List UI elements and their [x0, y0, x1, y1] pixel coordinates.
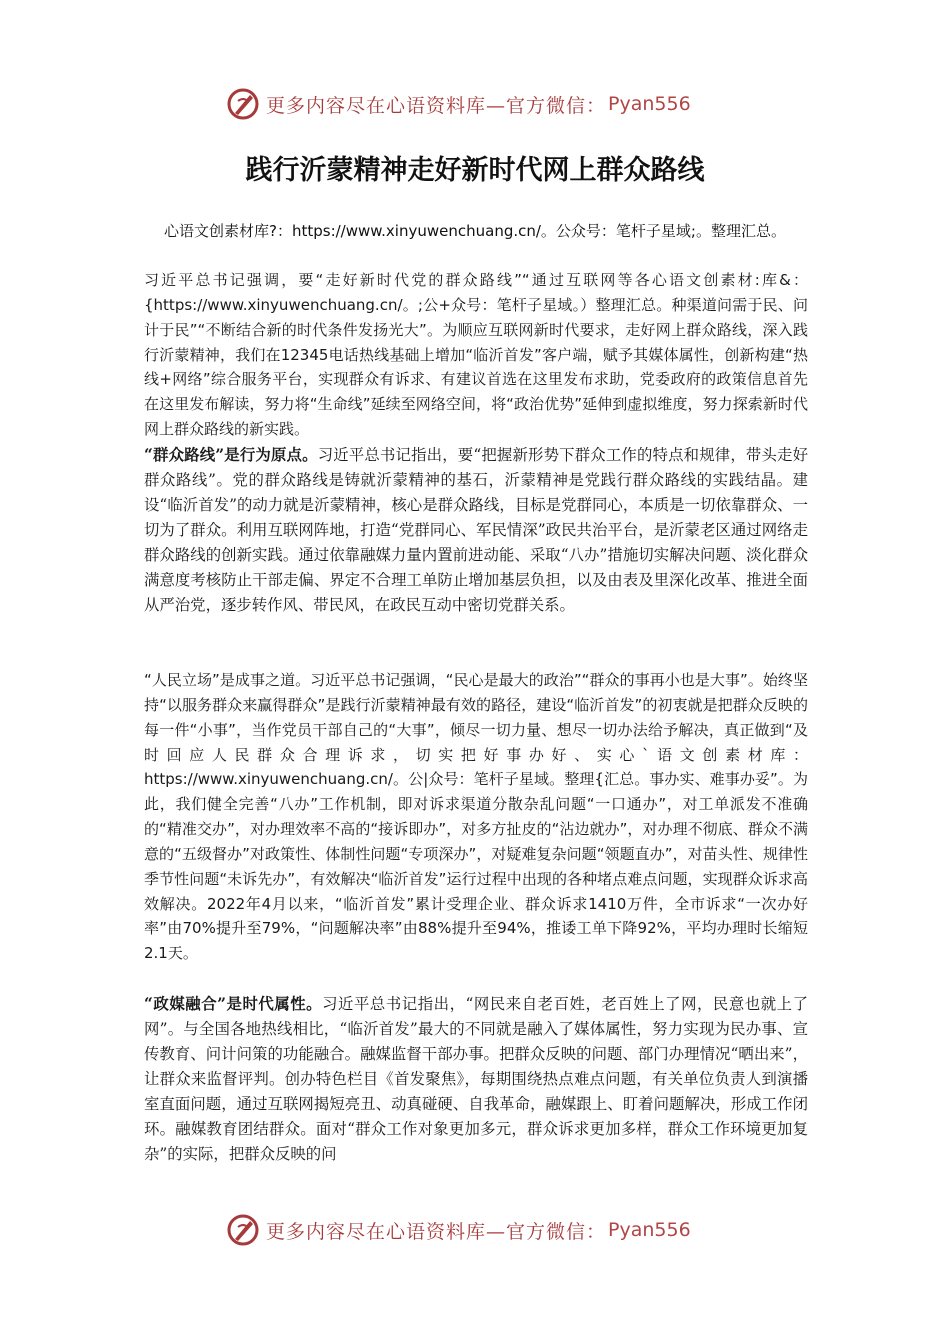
- source-line: 心语文创素材库?：https://www.xinyuwenchuang.cn/。公众号：笔杆子星域;。整理汇总。: [164, 222, 786, 240]
- page-title: 践行沂蒙精神走好新时代网上群众路线: [245, 155, 705, 186]
- paragraph-1: [144, 268, 808, 442]
- paragraph-4: [144, 992, 808, 1167]
- banner-text: 更多内容尽在心语资料库—官方微信：: [266, 94, 607, 117]
- paragraph-lead: “政媒融合”是时代属性。: [144, 995, 323, 1013]
- footer-banner: [226, 1210, 726, 1250]
- banner-text: 更多内容尽在心语资料库—官方微信：: [266, 1220, 607, 1243]
- banner-handle: Pyan556: [608, 1219, 691, 1241]
- paragraph-body: “人民立场”是成事之道。习近平总书记强调，“民心是最大的政治”“群众的事再小也是大事”。始终坚持“以服务群众来赢得群众”是践行沂蒙精神最有效的路径，建设“临沂首发”的初衷就是把群众反映的每一件“小事”，当作党员干部自己的“大事”，倾尽一切力量、想尽一切办法给予解决，真正做到“及时回应人民群众合理诉求，切实把好事办好、实心`语文创素材库：https://www.xinyuwenchuang.cn/。公|众号：笔杆子星域。整理{汇总。事办实、难事办妥”。为此，我们健全完善“八办”工作机制，即对诉求渠道分散杂乱问题“一口通办”，对工单派发不准确的“精准交办”，对办理效率不高的“接诉即办”，对多方扯皮的“沾边就办”，对办理不彻底、群众不满意的“五级督办”对政策性、体制性问题“专项深办”，对疑难复杂问题“领题直办”，对苗头性、规律性季节性问题“未诉先办”，有效解决“临沂首发”运行过程中出现的各种堵点难点问题，实现群众诉求高效解决。2022年4月以来，“临沂首发”累计受理企业、群众诉求1410万件，全市诉求“一次办好率”由70%提升至79%，“问题解决率”由88%提升至94%，推诿工单下降92%，平均办理时长缩短2.1天。: [144, 671, 808, 963]
- paragraph-lead: “群众路线”是行为原点。: [144, 446, 318, 464]
- paragraph-2: [144, 443, 808, 618]
- banner-handle: Pyan556: [608, 93, 691, 115]
- paragraph-body: 习近平总书记强调，要“走好新时代党的群众路线”“通过互联网等各心语文创素材:库&：{https://www.xinyuwenchuang.cn/。;公+众号：笔杆子星域。）整理汇总。种渠道问需于民、问计于民”“不断结合新的时代条件发扬光大”。为顺应互联网新时代要求，走好网上群众路线，深入践行沂蒙精神，我们在12345电话热线基础上增加“临沂首发”客户端，赋予其媒体属性，创新构建“热线+网络”综合服务平台，实现群众有诉求、有建议首选在这里发布求助，党委政府的政策信息首先在这里发布解读，努力将“生命线”延续至网络空间，将“政治优势”延伸到虚拟维度，努力探索新时代网上群众路线的新实践。: [144, 271, 808, 439]
- logo-icon: [226, 87, 260, 121]
- paragraph-body: 习近平总书记指出，“网民来自老百姓，老百姓上了网，民意也就上了网”。与全国各地热线相比，“临沂首发”最大的不同就是融入了媒体属性，努力实现为民办事、宣传教育、问计问策的功能融合。融媒监督干部办事。把群众反映的问题、部门办理情况“晒出来”，让群众来监督评判。创办特色栏目《首发聚焦》，每期围绕热点难点问题，有关单位负责人到演播室直面问题，通过互联网揭短亮丑、动真碰硬、自我革命，融媒跟上、盯着问题解决，形成工作闭环。融媒教育团结群众。面对“群众工作对象更加多元，群众诉求更加多样，群众工作环境更加复杂”的实际，把群众反映的问: [144, 995, 808, 1163]
- logo-icon: [226, 1213, 260, 1247]
- header-banner: [226, 84, 726, 124]
- paragraph-3: [144, 668, 808, 966]
- paragraph-body: 习近平总书记指出，要“把握新形势下群众工作的特点和规律，带头走好群众路线”。党的群众路线是铸就沂蒙精神的基石，沂蒙精神是党践行群众路线的实践结晶。建设“临沂首发”的动力就是沂蒙精神，核心是群众路线，目标是党群同心，本质是一切依靠群众、一切为了群众。利用互联网阵地，打造“党群同心、军民情深”政民共治平台，是沂蒙老区通过网络走群众路线的创新实践。通过依靠融媒力量内置前进动能、采取“八办”措施切实解决问题、淡化群众满意度考核防止干部走偏、界定不合理工单防止增加基层负担，以及由表及里深化改革、推进全面从严治党，逐步转作风、带民风，在政民互动中密切党群关系。: [144, 446, 808, 614]
